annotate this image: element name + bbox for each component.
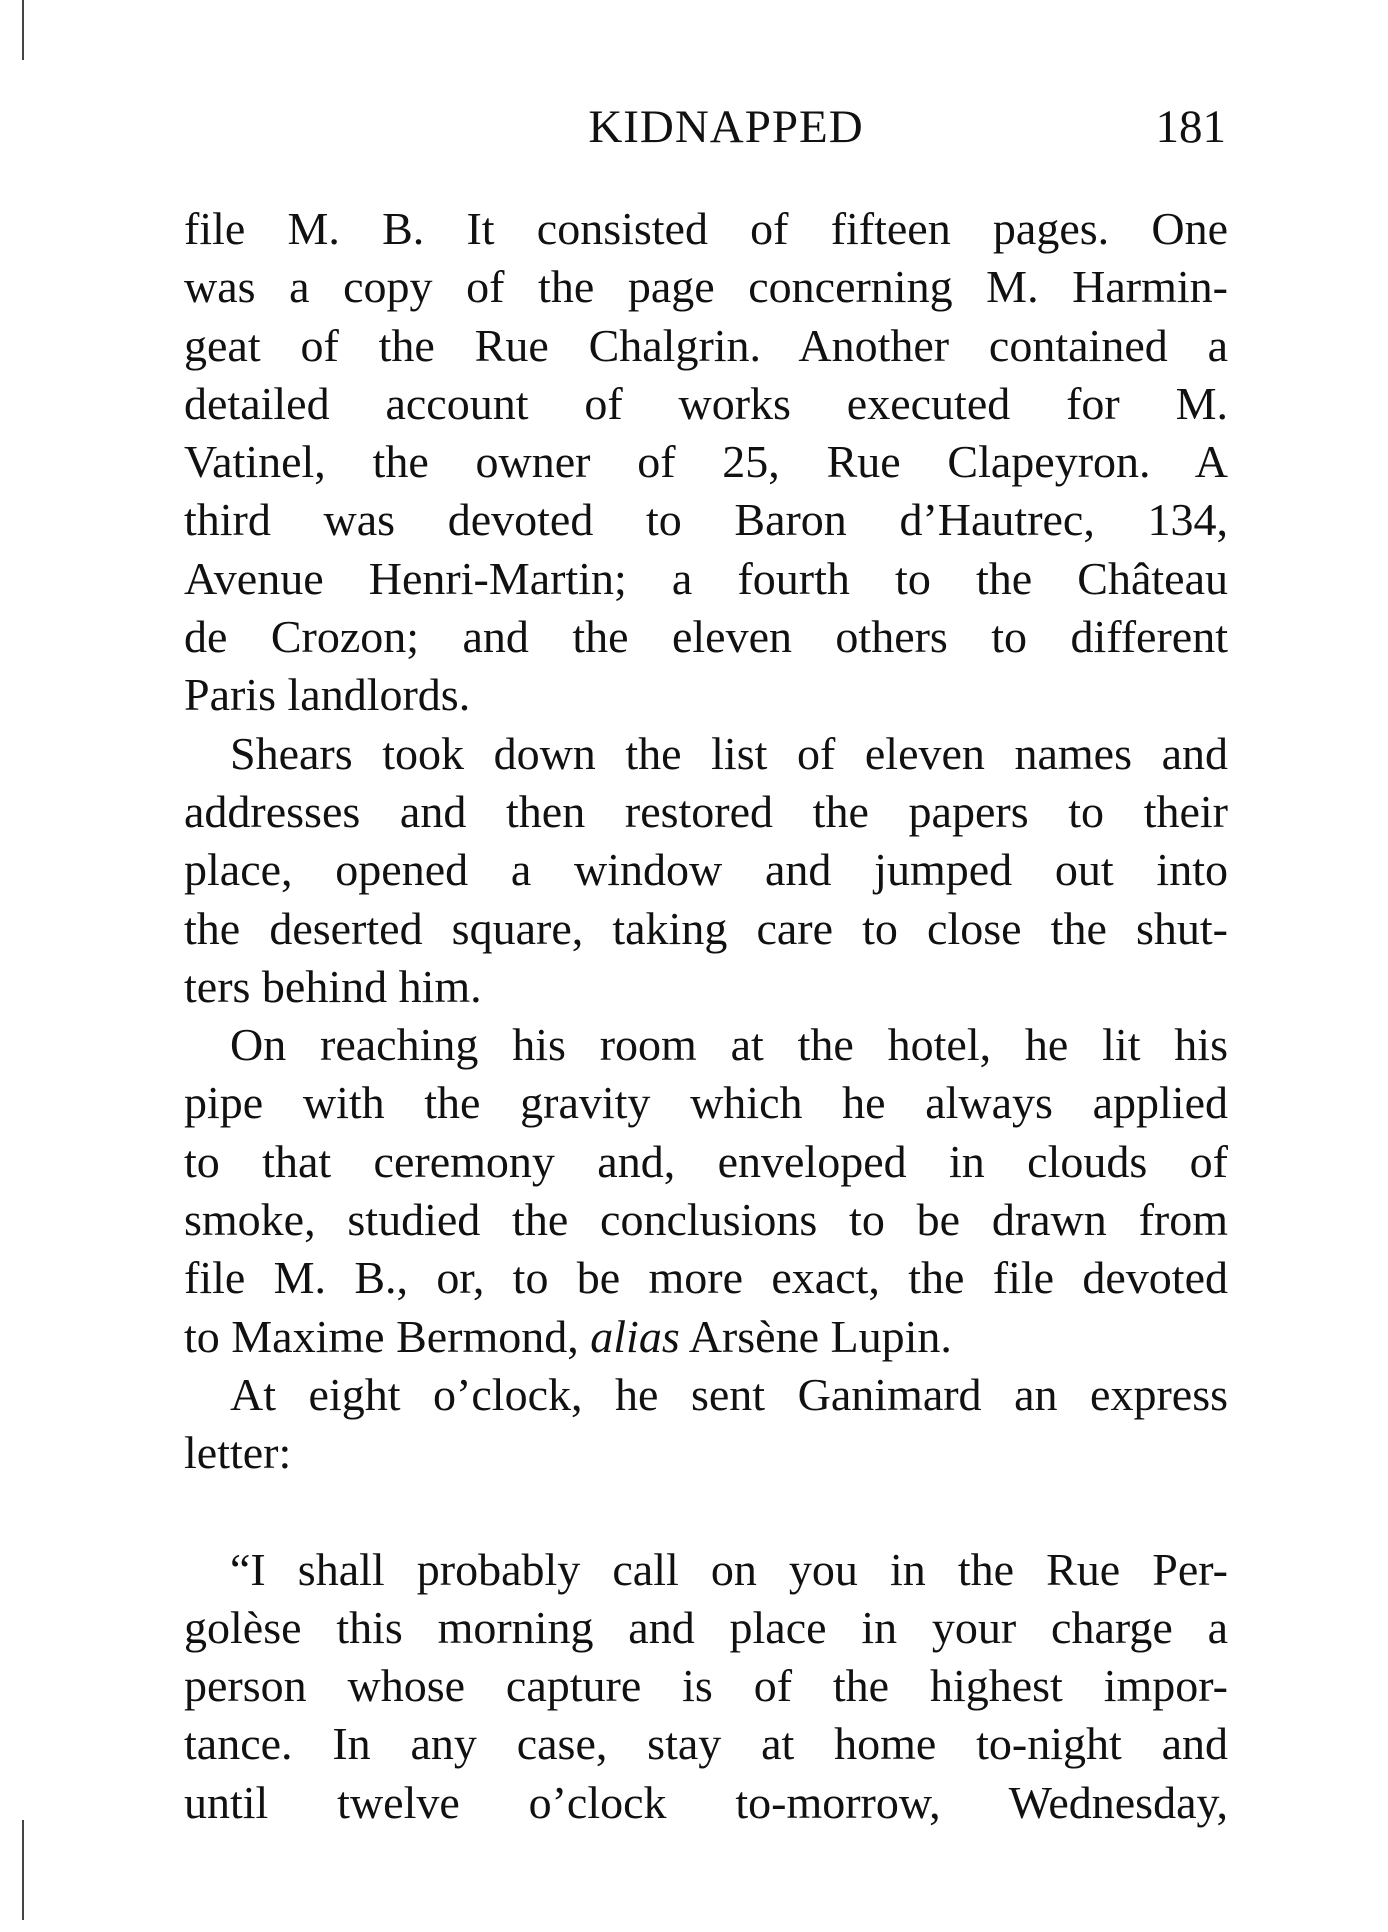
text-line: On reaching his room at the hotel, he lit his bbox=[230, 1019, 1228, 1071]
scan-edge-mark-top bbox=[22, 0, 24, 60]
text-line: geat of the Rue Chalgrin. Another contained a bbox=[184, 319, 1228, 371]
body-text bbox=[184, 200, 1228, 1832]
text-line: golèse this morning and place in your charge a bbox=[184, 1601, 1228, 1653]
scan-edge-mark-bottom bbox=[22, 1820, 24, 1920]
text-line: person whose capture is of the highest impor- bbox=[184, 1660, 1228, 1712]
text-line: tance. In any case, stay at home to-night and bbox=[184, 1718, 1228, 1770]
line-segment: to Maxime Bermond, bbox=[184, 1310, 591, 1362]
text-line: Shears took down the list of eleven names and bbox=[230, 727, 1228, 779]
text-line: addresses and then restored the papers to their bbox=[184, 785, 1228, 837]
text-line: detailed account of works executed for M. bbox=[184, 377, 1228, 429]
page-number: 181 bbox=[1155, 101, 1226, 153]
text-line: file M. B. It consisted of fifteen pages. One bbox=[184, 203, 1228, 254]
text-line: was a copy of the page concerning M. Harmin- bbox=[184, 261, 1228, 313]
text-line: smoke, studied the conclusions to be drawn from bbox=[184, 1194, 1228, 1246]
text-line: Paris landlords. bbox=[184, 669, 471, 721]
text-line: letter: bbox=[184, 1427, 292, 1479]
text-line: until twelve o’clock to-morrow, Wednesday, bbox=[184, 1776, 1228, 1828]
text-line: At eight o’clock, he sent Ganimard an express bbox=[230, 1368, 1228, 1420]
line-segment: Arsène Lupin. bbox=[679, 1310, 952, 1362]
text-line: pipe with the gravity which he always applied bbox=[184, 1077, 1228, 1129]
text-line: Vatinel, the owner of 25, Rue Clapeyron. A bbox=[184, 436, 1228, 488]
text-line: ters behind him. bbox=[184, 960, 482, 1012]
running-title: KIDNAPPED bbox=[588, 101, 864, 153]
text-line: de Crozon; and the eleven others to different bbox=[184, 611, 1228, 663]
text-line: the deserted square, taking care to close the shut- bbox=[184, 902, 1228, 954]
running-head bbox=[186, 100, 1226, 160]
text-line-with-italic bbox=[184, 1308, 1228, 1366]
text-line: to that ceremony and, enveloped in clouds of bbox=[184, 1135, 1228, 1187]
text-line: file M. B., or, to be more exact, the file devoted bbox=[184, 1252, 1228, 1304]
text-line: place, opened a window and jumped out into bbox=[184, 844, 1228, 896]
section-gap bbox=[184, 1483, 1228, 1541]
text-line: Avenue Henri-Martin; a fourth to the Château bbox=[184, 552, 1228, 604]
italic-word: alias bbox=[590, 1310, 680, 1362]
text-line: third was devoted to Baron d’Hautrec, 134, bbox=[184, 494, 1228, 546]
text-line: “I shall probably call on you in the Rue Per- bbox=[230, 1543, 1228, 1595]
